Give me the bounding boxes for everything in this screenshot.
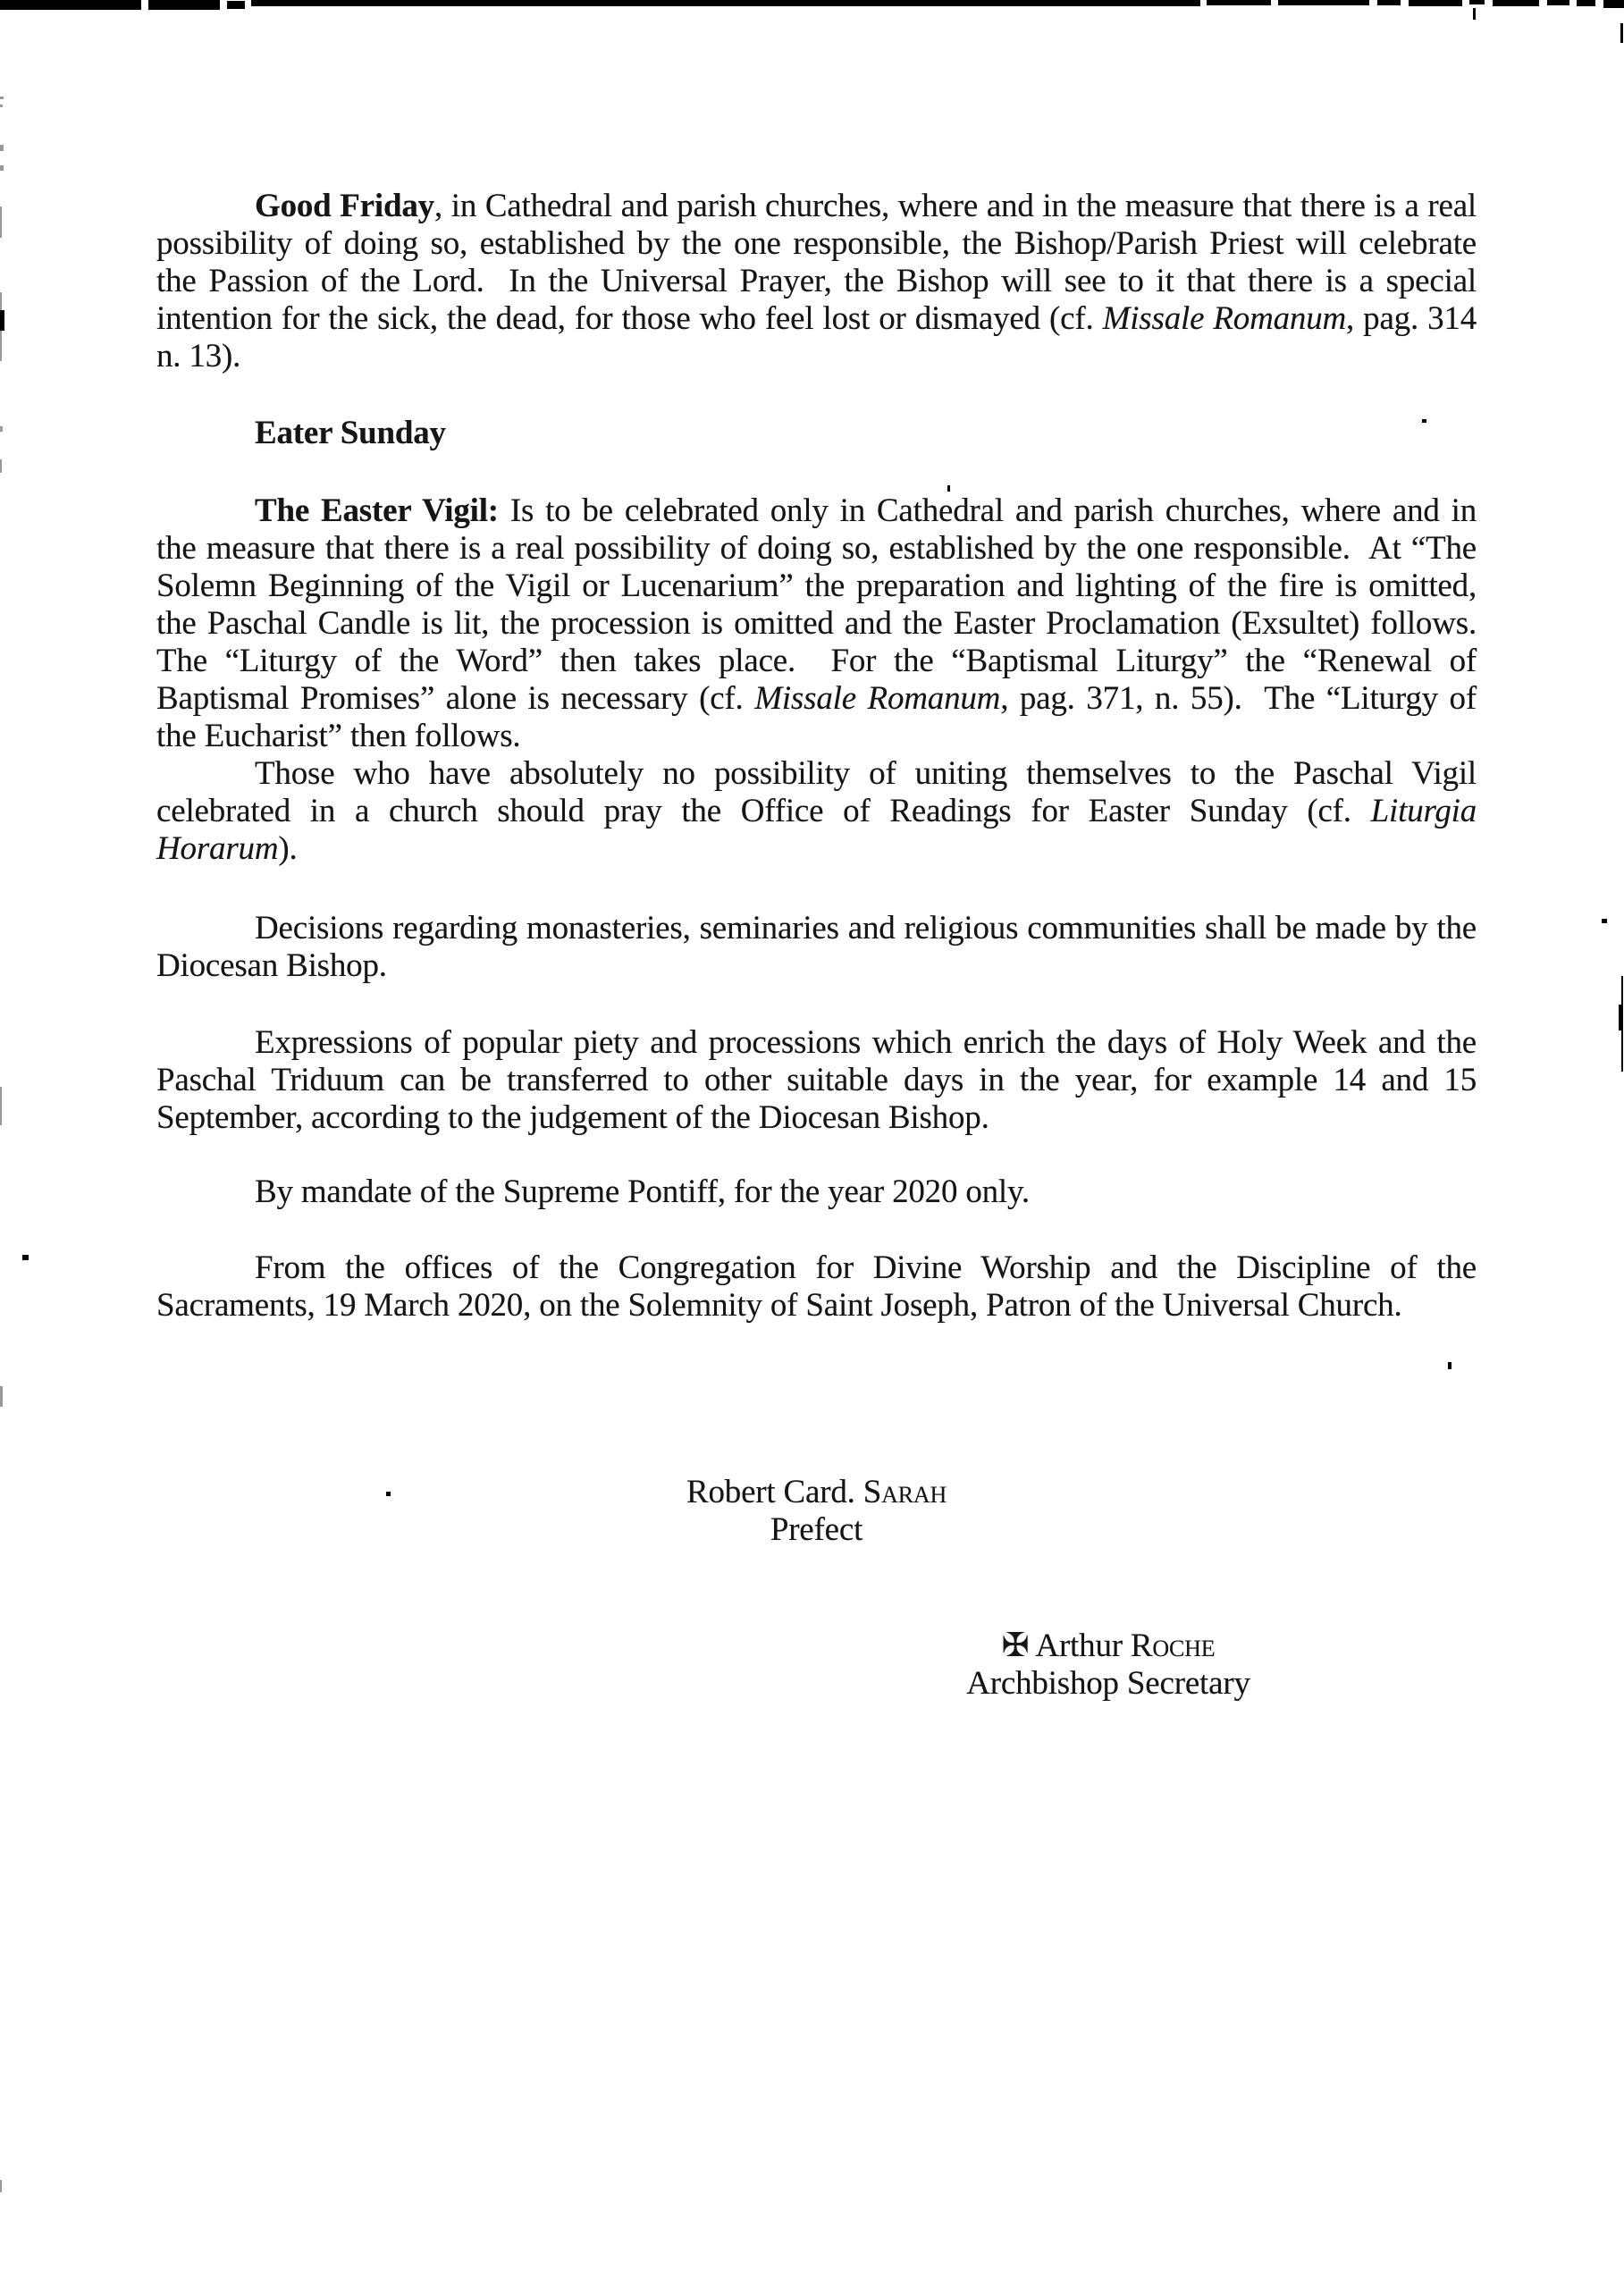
text-run: ).	[278, 830, 298, 867]
signature-prefect	[156, 1474, 1477, 1549]
paragraph-good-friday-line	[156, 300, 1477, 338]
line-content	[156, 263, 1477, 299]
text-run: intention for the sick, the dead, for those who feel lost or dismayed (cf.	[156, 300, 1103, 337]
paragraph-mandate	[156, 1173, 1477, 1211]
paragraph-expressions-line	[156, 1024, 1477, 1062]
scan-artifact	[1377, 0, 1401, 5]
line-content	[156, 338, 240, 374]
heading-easter-sunday-line	[156, 415, 1477, 452]
text-run: Missale Romanum	[754, 680, 1001, 717]
paragraph-easter-vigil	[156, 492, 1477, 755]
scan-artifact	[1619, 1005, 1623, 1030]
line-content	[255, 1173, 1030, 1210]
text-column	[156, 188, 1477, 1703]
paragraph-decisions-line	[156, 910, 1477, 947]
text-run: Decisions regarding monasteries, seminaries and religious communities shall be made by the	[255, 910, 1477, 946]
paragraph-those-who	[156, 755, 1477, 868]
line-content	[255, 1024, 1477, 1061]
scan-artifact	[0, 459, 2, 473]
text-run: Liturgia	[1370, 793, 1477, 829]
signature-secretary-line	[737, 1665, 1479, 1703]
paragraph-those-who-line	[156, 755, 1477, 793]
line-content	[156, 530, 1477, 567]
text-run: Archbishop Secretary	[966, 1665, 1250, 1702]
heading-easter-sunday	[156, 415, 1477, 452]
paragraph-those-who-line	[156, 830, 1477, 868]
scan-artifact	[1207, 0, 1271, 5]
paragraph-easter-vigil-line	[156, 530, 1477, 568]
text-run: September, according to the judgement of the Diocesan Bishop.	[156, 1099, 989, 1136]
scan-artifact	[0, 292, 2, 361]
paragraph-good-friday-line	[156, 225, 1477, 263]
text-run: Good Friday	[255, 188, 434, 224]
text-run: , in Cathedral and parish churches, where and in the measure that there is a real	[433, 188, 1477, 224]
text-run: Roche	[1130, 1628, 1216, 1664]
line-content	[156, 568, 1477, 604]
scan-artifact	[1409, 0, 1462, 6]
line-content	[255, 492, 1477, 529]
text-run: Those who have absolutely no possibility of uniting themselves to the Paschal Vigil	[255, 755, 1477, 792]
scan-artifact	[1602, 919, 1607, 923]
signature-prefect-line	[156, 1474, 1477, 1511]
paragraph-decisions	[156, 910, 1477, 985]
paragraph-decisions-line	[156, 947, 1477, 985]
text-run: , pag. 314	[1346, 300, 1477, 337]
line-content	[156, 793, 1477, 829]
line-content	[156, 947, 387, 984]
scan-artifact	[0, 97, 4, 99]
line-content	[156, 1062, 1477, 1098]
text-run: Robert Card.	[686, 1474, 863, 1510]
scan-artifact	[1473, 8, 1476, 20]
paragraph-expressions-line	[156, 1099, 1477, 1137]
scan-artifact	[1577, 0, 1595, 6]
scan-artifact	[148, 0, 220, 10]
signature-secretary-line	[737, 1628, 1479, 1665]
scan-artifact	[1493, 0, 1539, 6]
text-run: Prefect	[770, 1511, 863, 1548]
text-run: By mandate of the Supreme Pontiff, for the year 2020 only.	[255, 1173, 1030, 1210]
line-content	[255, 188, 1477, 224]
line-content	[255, 755, 1477, 792]
line-content	[156, 718, 520, 754]
signature-secretary	[737, 1628, 1479, 1703]
line-content	[1002, 1628, 1216, 1664]
paragraph-easter-vigil-line	[156, 680, 1477, 718]
paragraph-easter-vigil-line	[156, 643, 1477, 680]
paragraph-easter-vigil-line	[156, 492, 1477, 530]
scan-artifact	[22, 1255, 29, 1260]
scan-artifact	[1469, 0, 1485, 4]
text-run: Solemn Beginning of the Vigil or Lucenarium” the preparation and lighting of the fire is omitted,	[156, 568, 1477, 604]
paragraph-good-friday-line	[156, 263, 1477, 300]
signature-prefect-line	[156, 1511, 1477, 1549]
paragraph-from-offices-line	[156, 1287, 1477, 1325]
text-run: The “Liturgy of the Word” then takes place. For the “Baptismal Liturgy” the “Renewal of	[156, 643, 1477, 679]
scan-artifact	[0, 1087, 2, 1125]
line-content	[156, 1099, 989, 1136]
text-run: Baptismal Promises” alone is necessary (cf.	[156, 680, 755, 717]
scan-artifact	[0, 105, 3, 107]
text-run: , pag. 371, n. 55). The “Liturgy of	[1000, 680, 1477, 717]
text-run: Expressions of popular piety and processions which enrich the days of Holy Week and the	[255, 1024, 1477, 1061]
text-run: celebrated in a church should pray the Office of Readings for Easter Sunday (cf.	[156, 793, 1371, 829]
line-content	[156, 225, 1477, 262]
paragraph-from-offices	[156, 1249, 1477, 1325]
text-run: ✠ Arthur	[1001, 1628, 1131, 1664]
scan-artifact	[1603, 0, 1624, 8]
line-content	[966, 1665, 1250, 1702]
scan-artifact	[0, 310, 4, 331]
paragraph-expressions-line	[156, 1062, 1477, 1099]
text-run: Is to be celebrated only in Cathedral and parish churches, where and in	[498, 492, 1477, 529]
text-run: Eater Sunday	[255, 415, 446, 451]
scan-artifact	[227, 1, 245, 9]
text-run: n. 13).	[156, 338, 241, 374]
line-content	[255, 1249, 1477, 1286]
scan-artifact	[0, 2180, 2, 2192]
line-content	[255, 910, 1477, 946]
text-run: the measure that there is a real possibility of doing so, established by the one responsible. At “The	[156, 530, 1477, 567]
line-content	[255, 415, 446, 451]
paragraph-good-friday	[156, 188, 1477, 375]
text-run: the Eucharist” then follows.	[156, 718, 521, 754]
scan-artifact	[1547, 0, 1569, 5]
line-content	[770, 1511, 862, 1548]
text-run: the Paschal Candle is lit, the procession is omitted and the Easter Proclamation (Exsultet) follows.	[156, 605, 1477, 642]
text-run: Sacraments, 19 March 2020, on the Solemnity of Saint Joseph, Patron of the Universal Church.	[156, 1287, 1402, 1324]
scan-artifact	[251, 0, 1200, 6]
line-content	[156, 300, 1477, 337]
paragraph-from-offices-line	[156, 1249, 1477, 1287]
text-run: Horarum	[156, 830, 279, 867]
paragraph-mandate-line	[156, 1173, 1477, 1211]
paragraph-good-friday-line	[156, 188, 1477, 225]
scan-artifact	[0, 1386, 3, 1407]
scan-artifact	[1278, 0, 1369, 5]
paragraph-easter-vigil-line	[156, 718, 1477, 755]
scan-artifact	[0, 0, 141, 10]
line-content	[686, 1474, 947, 1510]
scan-artifact	[1621, 976, 1623, 1072]
scan-artifact	[0, 145, 4, 151]
text-run: Missale Romanum	[1102, 300, 1347, 337]
scan-artifact	[0, 206, 2, 238]
paragraph-easter-vigil-line	[156, 605, 1477, 643]
text-run: The Easter Vigil:	[255, 492, 499, 529]
scan-artifact	[1620, 23, 1623, 43]
line-content	[156, 830, 298, 867]
text-run: Paschal Triduum can be transferred to other suitable days in the year, for example 14 and 15	[156, 1062, 1477, 1098]
line-content	[156, 643, 1477, 679]
line-content	[156, 605, 1477, 642]
paragraph-easter-vigil-line	[156, 568, 1477, 605]
paragraph-those-who-line	[156, 793, 1477, 830]
text-run: From the offices of the Congregation for Divine Worship and the Discipline of the	[255, 1249, 1477, 1286]
line-content	[156, 680, 1477, 717]
line-content	[156, 1287, 1402, 1324]
text-run: the Passion of the Lord. In the Universal Prayer, the Bishop will see to it that there is a special	[156, 263, 1477, 299]
paragraph-expressions	[156, 1024, 1477, 1137]
paragraph-good-friday-line	[156, 338, 1477, 375]
scan-artifact	[0, 165, 4, 171]
text-run: Sarah	[862, 1474, 947, 1510]
text-run: Diocesan Bishop.	[156, 947, 387, 984]
text-run: possibility of doing so, established by the one responsible, the Bishop/Parish Priest will celebrate	[156, 225, 1477, 262]
scan-artifact	[0, 426, 3, 432]
